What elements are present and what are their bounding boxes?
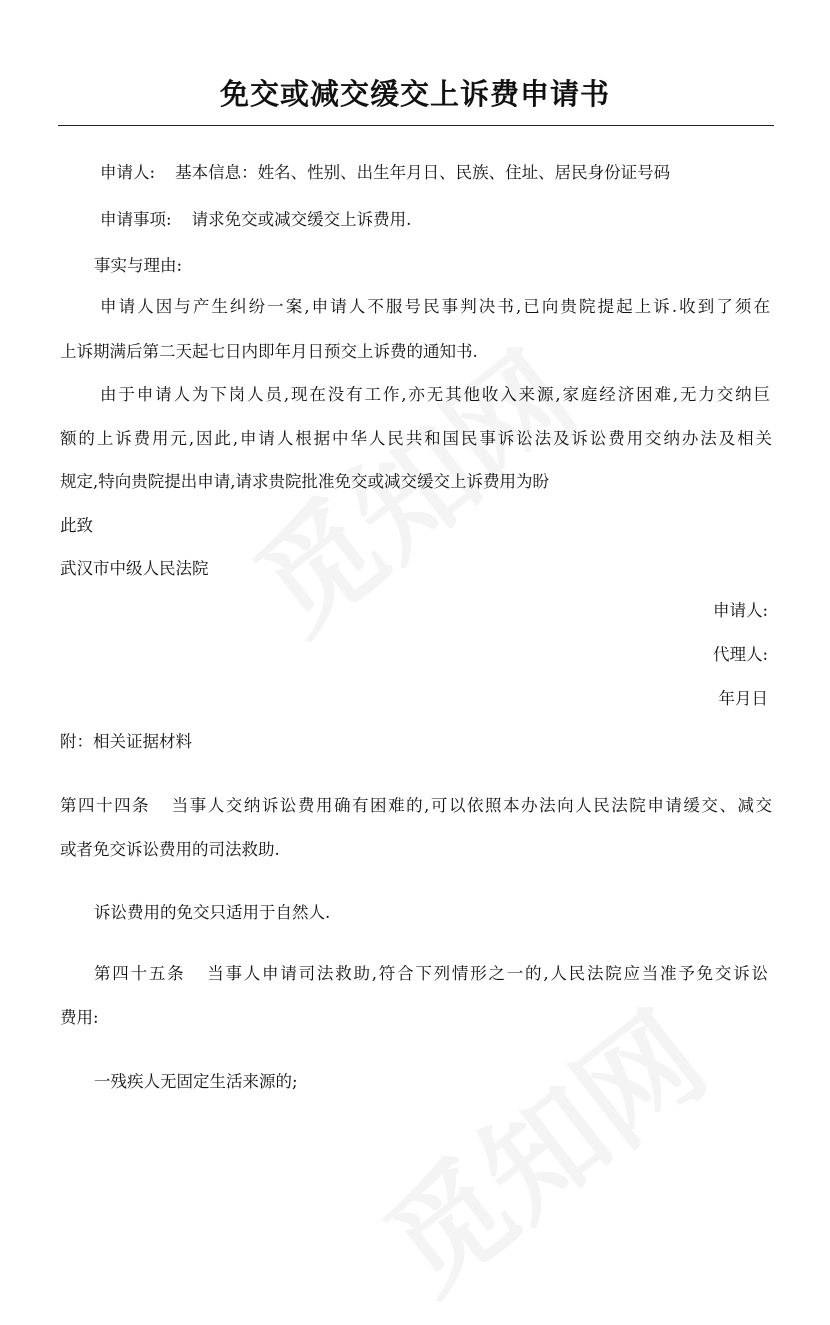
article-45-line-2: 费用: (60, 1008, 99, 1027)
article-44-text: 当事人交纳诉讼费用确有困难的,可以依照本办法向人民法院申请缓交、减交 (170, 796, 773, 815)
article-45-line-1 (94, 962, 768, 986)
attachment-note: 附：相关证据材料 (60, 732, 192, 751)
title-divider (58, 125, 774, 126)
article-44-line-1 (60, 794, 772, 818)
matter-label: 申请事项: (100, 210, 172, 229)
recipient-court: 武汉市中级人民法院 (60, 559, 209, 578)
matter-value: 请求免交或减交缓交上诉费用. (191, 210, 412, 229)
signature-date: 年月日 (718, 689, 768, 708)
facts-paragraph-1-line-1: 申请人因与产生纠纷一案,申请人不服号民事判决书,已向贵院提起上诉.收到了须在 (100, 297, 770, 316)
matter-row (100, 208, 411, 232)
list-item-1: 一残疾人无固定生活来源的; (94, 1072, 298, 1091)
article-44-line-2: 或者免交诉讼费用的司法救助. (60, 840, 280, 859)
facts-paragraph-1-line-2: 上诉期满后第二天起七日内即年月日预交上诉费的通知书. (60, 342, 478, 361)
applicant-label: 申请人: (100, 163, 156, 182)
signature-agent: 代理人: (712, 645, 768, 664)
article-44-number: 第四十四条 (60, 796, 151, 815)
applicant-value: 基本信息：姓名、性别、出生年月日、民族、住址、居民身份证号码 (175, 163, 671, 182)
document-title: 免交或减交缓交上诉费申请书 (219, 77, 610, 111)
signature-applicant: 申请人: (712, 601, 768, 620)
article-45-number: 第四十五条 (94, 964, 186, 983)
facts-heading: 事实与理由: (94, 256, 183, 275)
article-45-text: 当事人申请司法救助,符合下列情形之一的,人民法院应当准予免交诉讼 (205, 964, 768, 983)
facts-paragraph-2-line-2: 额的上诉费用元,因此,申请人根据中华人民共和国民事诉讼法及诉讼费用交纳办法及相关 (60, 429, 772, 448)
facts-paragraph-2-line-1: 由于申请人为下岗人员,现在没有工作,亦无其他收入来源,家庭经济困难,无力交纳巨 (100, 385, 770, 404)
watermark-bottom (345, 967, 735, 1324)
exemption-note: 诉讼费用的免交只适用于自然人. (94, 903, 331, 922)
closing-salutation: 此致 (60, 516, 93, 535)
applicant-row (100, 161, 670, 185)
facts-paragraph-2-line-3: 规定,特向贵院提出申请,请求贵院批准免交或减交缓交上诉费用为盼 (60, 472, 549, 491)
